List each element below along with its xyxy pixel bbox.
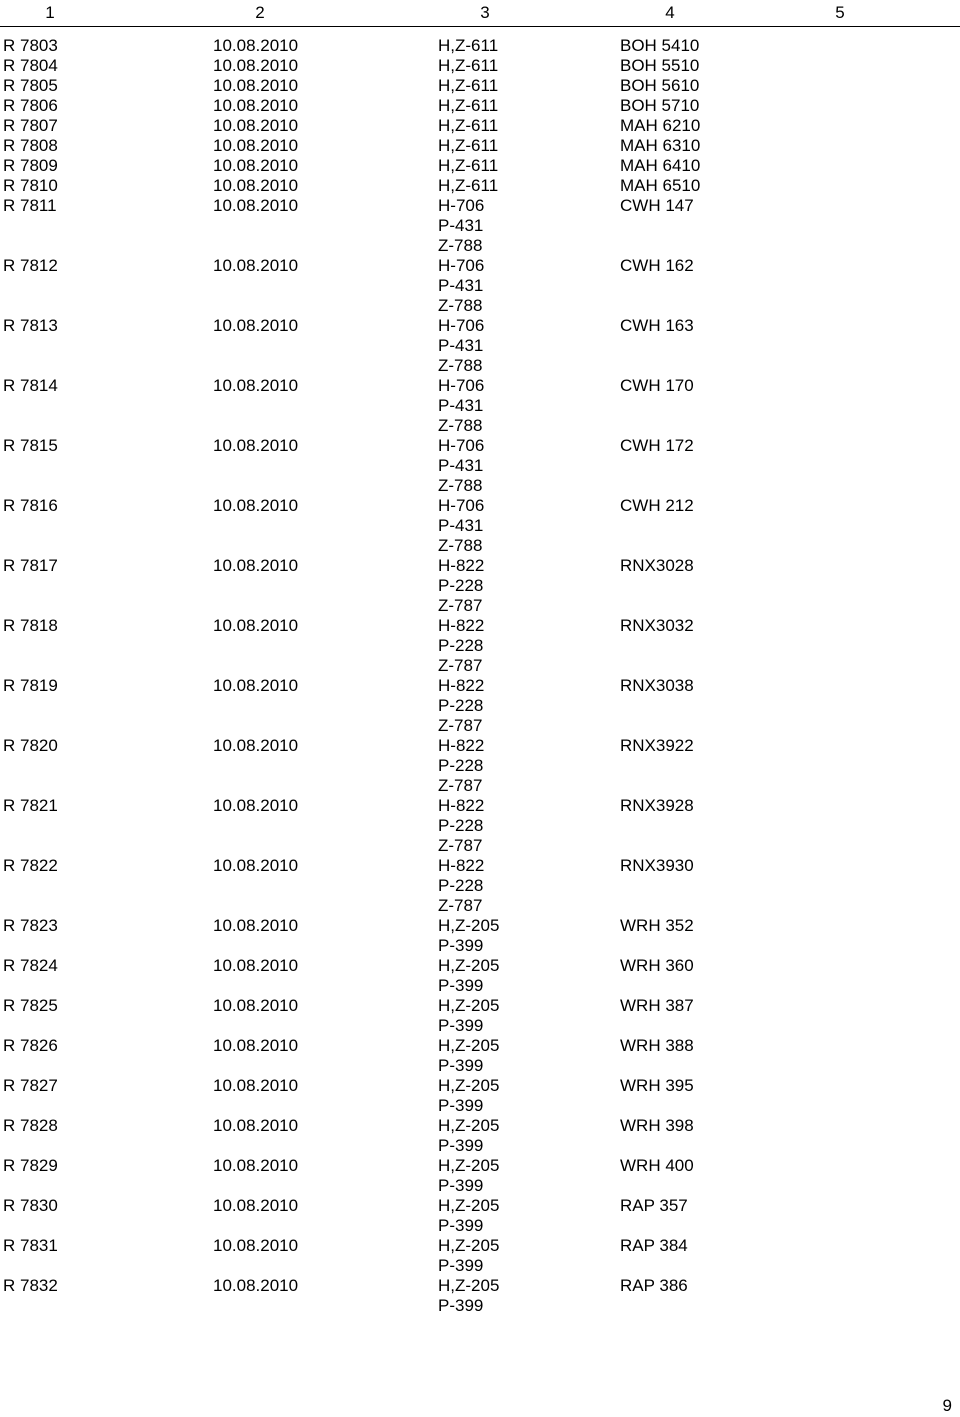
row-codes	[438, 316, 484, 376]
row-code: P-399	[438, 1216, 484, 1235]
row-date: 10.08.2010	[213, 156, 299, 175]
row-code: Z-788	[438, 236, 483, 255]
row-code: H-706	[438, 256, 485, 275]
row-number: R 7817	[3, 556, 58, 575]
table-row	[0, 1196, 960, 1236]
row-number: R 7810	[3, 176, 58, 195]
table-row	[0, 1156, 960, 1196]
row-codes	[438, 856, 484, 916]
row-number: R 7807	[3, 116, 58, 135]
row-code: H,Z-205	[438, 1036, 500, 1055]
row-code: H,Z-205	[438, 956, 500, 975]
row-date: 10.08.2010	[213, 616, 299, 635]
table-row	[0, 376, 960, 436]
row-code: H-706	[438, 436, 485, 455]
row-code: Z-787	[438, 896, 483, 915]
row-date: 10.08.2010	[213, 256, 299, 275]
row-number: R 7831	[3, 1236, 58, 1255]
row-type: RNX3922	[620, 736, 694, 755]
table-row	[0, 956, 960, 996]
row-code: H,Z-205	[438, 1156, 500, 1175]
row-type: RNX3930	[620, 856, 694, 875]
row-codes	[438, 436, 484, 496]
row-number: R 7830	[3, 1196, 58, 1215]
row-type: CWH 163	[620, 316, 694, 335]
row-code: H-822	[438, 856, 485, 875]
table-row	[0, 556, 960, 616]
row-codes	[438, 1156, 499, 1196]
row-date: 10.08.2010	[213, 316, 299, 335]
table-row	[0, 1036, 960, 1076]
row-type: MAH 6510	[620, 176, 701, 195]
row-date: 10.08.2010	[213, 1036, 299, 1055]
row-code: P-399	[438, 1256, 484, 1275]
row-codes	[438, 496, 484, 556]
row-codes	[438, 1076, 499, 1116]
row-date: 10.08.2010	[213, 176, 299, 195]
row-date: 10.08.2010	[213, 1116, 299, 1135]
row-codes	[438, 116, 498, 136]
row-code: Z-788	[438, 476, 483, 495]
row-number: R 7819	[3, 676, 58, 695]
row-type: RNX3032	[620, 616, 694, 635]
table-row	[0, 36, 960, 56]
column-header-4: 4	[665, 3, 675, 22]
row-type: CWH 147	[620, 196, 694, 215]
row-date: 10.08.2010	[213, 676, 299, 695]
row-code: Z-788	[438, 416, 483, 435]
row-number: R 7829	[3, 1156, 58, 1175]
row-code: Z-788	[438, 536, 483, 555]
row-number: R 7826	[3, 1036, 58, 1055]
row-codes	[438, 556, 484, 616]
table-row	[0, 256, 960, 316]
table-row	[0, 56, 960, 76]
row-date: 10.08.2010	[213, 76, 299, 95]
row-code: H,Z-205	[438, 1076, 500, 1095]
row-type: CWH 172	[620, 436, 694, 455]
row-number: R 7827	[3, 1076, 58, 1095]
row-codes	[438, 956, 499, 996]
row-date: 10.08.2010	[213, 796, 299, 815]
column-header-1: 1	[45, 3, 55, 22]
row-code: P-228	[438, 756, 484, 775]
row-code: P-399	[438, 1176, 484, 1195]
row-codes	[438, 796, 484, 856]
row-code: H,Z-611	[438, 76, 499, 95]
table-row	[0, 796, 960, 856]
row-code: H,Z-611	[438, 36, 499, 55]
row-number: R 7806	[3, 96, 58, 115]
row-codes	[438, 56, 498, 76]
row-date: 10.08.2010	[213, 1196, 299, 1215]
row-type: MAH 6210	[620, 116, 701, 135]
row-code: H-822	[438, 736, 485, 755]
row-codes	[438, 1276, 499, 1316]
row-code: Z-787	[438, 776, 483, 795]
row-number: R 7804	[3, 56, 58, 75]
table-row	[0, 316, 960, 376]
row-date: 10.08.2010	[213, 376, 299, 395]
row-number: R 7808	[3, 136, 58, 155]
row-codes	[438, 136, 498, 156]
row-type: RNX3028	[620, 556, 694, 575]
row-codes	[438, 376, 484, 436]
row-code: P-228	[438, 696, 484, 715]
column-header-2: 2	[255, 3, 265, 22]
row-date: 10.08.2010	[213, 1236, 299, 1255]
row-code: H,Z-611	[438, 96, 499, 115]
row-number: R 7832	[3, 1276, 58, 1295]
table-row	[0, 196, 960, 256]
table-row	[0, 176, 960, 196]
row-type: BOH 5410	[620, 36, 700, 55]
row-code: Z-787	[438, 596, 483, 615]
row-number: R 7815	[3, 436, 58, 455]
row-type: BOH 5510	[620, 56, 700, 75]
row-date: 10.08.2010	[213, 196, 299, 215]
row-number: R 7823	[3, 916, 58, 935]
row-date: 10.08.2010	[213, 56, 299, 75]
row-code: P-399	[438, 1136, 484, 1155]
row-number: R 7824	[3, 956, 58, 975]
row-codes	[438, 996, 499, 1036]
table-row	[0, 676, 960, 736]
row-type: BOH 5710	[620, 96, 700, 115]
row-codes	[438, 76, 498, 96]
row-codes	[438, 736, 484, 796]
row-codes	[438, 1196, 499, 1236]
row-number: R 7828	[3, 1116, 58, 1135]
table-row	[0, 856, 960, 916]
row-type: BOH 5610	[620, 76, 700, 95]
row-code: Z-788	[438, 356, 483, 375]
row-type: WRH 387	[620, 996, 694, 1015]
row-code: P-399	[438, 1056, 484, 1075]
row-type: CWH 170	[620, 376, 694, 395]
row-code: H,Z-205	[438, 996, 500, 1015]
table-body	[0, 36, 960, 1316]
table-row	[0, 136, 960, 156]
row-type: WRH 395	[620, 1076, 694, 1095]
row-number: R 7820	[3, 736, 58, 755]
row-number: R 7816	[3, 496, 58, 515]
column-header-5: 5	[835, 3, 845, 22]
row-code: Z-787	[438, 716, 483, 735]
table-row	[0, 96, 960, 116]
row-number: R 7825	[3, 996, 58, 1015]
row-type: RNX3038	[620, 676, 694, 695]
row-code: P-431	[438, 396, 484, 415]
row-number: R 7813	[3, 316, 58, 335]
row-code: P-431	[438, 216, 484, 235]
row-date: 10.08.2010	[213, 1076, 299, 1095]
row-code: H,Z-611	[438, 56, 499, 75]
row-type: WRH 352	[620, 916, 694, 935]
row-code: P-228	[438, 636, 484, 655]
row-type: MAH 6310	[620, 136, 701, 155]
row-code: P-228	[438, 816, 484, 835]
row-code: P-431	[438, 336, 484, 355]
row-type: CWH 162	[620, 256, 694, 275]
table-row	[0, 496, 960, 556]
row-codes	[438, 156, 498, 176]
table-row	[0, 76, 960, 96]
row-codes	[438, 96, 498, 116]
row-date: 10.08.2010	[213, 736, 299, 755]
row-number: R 7818	[3, 616, 58, 635]
row-code: H,Z-611	[438, 136, 499, 155]
row-type: RAP 357	[620, 1196, 688, 1215]
row-codes	[438, 616, 484, 676]
row-code: Z-787	[438, 656, 483, 675]
table-header	[0, 0, 960, 27]
row-number: R 7812	[3, 256, 58, 275]
row-codes	[438, 176, 498, 196]
row-code: P-399	[438, 1096, 484, 1115]
table-row	[0, 916, 960, 956]
row-date: 10.08.2010	[213, 496, 299, 515]
row-date: 10.08.2010	[213, 116, 299, 135]
row-code: H-822	[438, 676, 485, 695]
row-codes	[438, 1236, 499, 1276]
row-type: WRH 398	[620, 1116, 694, 1135]
row-code: H-822	[438, 796, 485, 815]
row-code: H,Z-205	[438, 1276, 500, 1295]
row-code: H-822	[438, 556, 485, 575]
row-code: H-706	[438, 316, 485, 335]
table-row	[0, 1276, 960, 1316]
row-date: 10.08.2010	[213, 556, 299, 575]
table-row	[0, 1116, 960, 1156]
row-code: H,Z-611	[438, 156, 499, 175]
row-date: 10.08.2010	[213, 96, 299, 115]
table-row	[0, 116, 960, 136]
row-type: WRH 400	[620, 1156, 694, 1175]
row-number: R 7803	[3, 36, 58, 55]
row-code: H,Z-611	[438, 116, 499, 135]
row-code: P-431	[438, 276, 484, 295]
row-code: H,Z-205	[438, 1236, 500, 1255]
row-type: WRH 360	[620, 956, 694, 975]
row-number: R 7821	[3, 796, 58, 815]
row-number: R 7805	[3, 76, 58, 95]
row-code: H-706	[438, 376, 485, 395]
row-date: 10.08.2010	[213, 956, 299, 975]
row-codes	[438, 1116, 499, 1156]
row-date: 10.08.2010	[213, 1276, 299, 1295]
row-type: WRH 388	[620, 1036, 694, 1055]
row-code: P-228	[438, 876, 484, 895]
row-number: R 7814	[3, 376, 58, 395]
row-codes	[438, 1036, 499, 1076]
table-row	[0, 1236, 960, 1276]
row-code: H-706	[438, 496, 485, 515]
table-row	[0, 616, 960, 676]
row-type: CWH 212	[620, 496, 694, 515]
row-code: Z-787	[438, 836, 483, 855]
row-date: 10.08.2010	[213, 136, 299, 155]
row-type: RNX3928	[620, 796, 694, 815]
row-date: 10.08.2010	[213, 36, 299, 55]
table-row	[0, 996, 960, 1036]
row-code: P-431	[438, 516, 484, 535]
column-header-3: 3	[480, 3, 490, 22]
row-date: 10.08.2010	[213, 856, 299, 875]
row-date: 10.08.2010	[213, 996, 299, 1015]
row-number: R 7809	[3, 156, 58, 175]
row-codes	[438, 916, 499, 956]
row-code: P-431	[438, 456, 484, 475]
row-code: H-822	[438, 616, 485, 635]
row-code: Z-788	[438, 296, 483, 315]
row-date: 10.08.2010	[213, 1156, 299, 1175]
row-code: P-399	[438, 1016, 484, 1035]
row-code: P-399	[438, 1296, 484, 1315]
row-date: 10.08.2010	[213, 436, 299, 455]
row-type: MAH 6410	[620, 156, 701, 175]
row-date: 10.08.2010	[213, 916, 299, 935]
row-code: H,Z-611	[438, 176, 499, 195]
row-code: H,Z-205	[438, 1116, 500, 1135]
row-number: R 7811	[3, 196, 57, 215]
row-number: R 7822	[3, 856, 58, 875]
table-row	[0, 736, 960, 796]
row-code: P-228	[438, 576, 484, 595]
page-number: 9	[942, 1396, 952, 1415]
row-code: P-399	[438, 976, 484, 995]
row-code: P-399	[438, 936, 484, 955]
row-codes	[438, 36, 498, 56]
row-codes	[438, 256, 484, 316]
row-code: H,Z-205	[438, 916, 500, 935]
row-code: H,Z-205	[438, 1196, 500, 1215]
row-type: RAP 384	[620, 1236, 688, 1255]
table-row	[0, 436, 960, 496]
table-row	[0, 156, 960, 176]
table-row	[0, 1076, 960, 1116]
row-codes	[438, 196, 484, 256]
row-codes	[438, 676, 484, 736]
row-code: H-706	[438, 196, 485, 215]
row-type: RAP 386	[620, 1276, 688, 1295]
